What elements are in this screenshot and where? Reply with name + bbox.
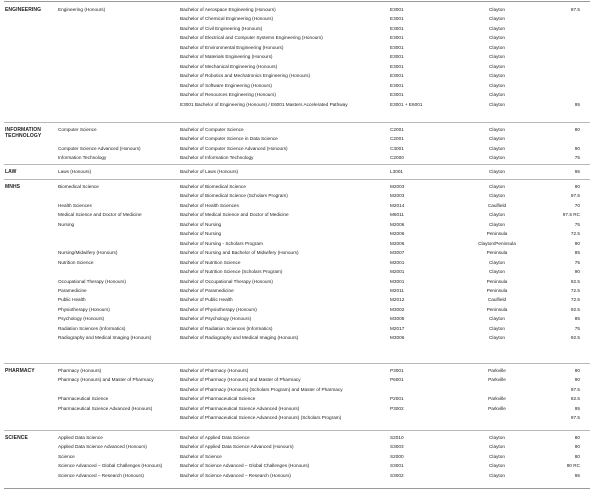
course-name-cell: Bachelor of Psychology (Honours) bbox=[180, 316, 252, 322]
table-row bbox=[0, 295, 594, 304]
table-row bbox=[0, 239, 594, 248]
atar-cell: 82.5 bbox=[570, 278, 580, 284]
atar-cell: 95 bbox=[574, 169, 580, 174]
campus-cell: Parkville bbox=[488, 396, 506, 402]
course-code-cell: M2006 bbox=[390, 221, 405, 227]
course-code-cell: M3007 bbox=[390, 250, 405, 256]
table-row bbox=[0, 182, 594, 191]
study-area-cell: Science bbox=[58, 453, 75, 459]
section-heading: SCIENCE bbox=[5, 435, 28, 441]
table-row bbox=[0, 81, 594, 90]
course-name-cell: Bachelor of Biomedical Science (Scholars Program) bbox=[180, 193, 288, 199]
campus-cell: Clayton bbox=[489, 325, 505, 331]
campus-cell: Clayton bbox=[489, 73, 505, 79]
study-area-cell: Radiography and Medical Imaging (Honours) bbox=[58, 335, 152, 341]
atar-cell: 92.5 bbox=[570, 335, 580, 341]
atar-cell: 90 bbox=[574, 184, 580, 189]
course-code-cell: M2001 bbox=[390, 269, 405, 275]
course-name-cell: Bachelor of Public Health bbox=[180, 297, 233, 303]
course-code-cell: E3001 bbox=[390, 63, 404, 69]
atar-cell: 95 bbox=[574, 472, 580, 478]
table-row bbox=[0, 375, 594, 384]
campus-cell: Clayton bbox=[489, 25, 505, 31]
course-name-cell: Bachelor of Science Advanced – Research (Honours) bbox=[180, 472, 291, 478]
table-row bbox=[0, 433, 594, 442]
course-code-cell: M6011 bbox=[390, 212, 404, 218]
course-name-cell: Bachelor of Nutrition Science (Scholars Program) bbox=[180, 269, 283, 275]
study-area-cell: Health Sciences bbox=[58, 202, 92, 208]
course-code-cell: E3001 bbox=[390, 82, 404, 88]
course-name-cell: Bachelor of Robotics and Mechatronics Engineering (Honours) bbox=[180, 73, 311, 79]
table-row bbox=[0, 153, 594, 162]
section-divider bbox=[4, 430, 590, 431]
table-row bbox=[0, 404, 594, 413]
table-row bbox=[0, 324, 594, 333]
course-name-cell: Bachelor of Radiation Sciences (Informatics) bbox=[180, 325, 273, 331]
table-row bbox=[0, 14, 594, 23]
campus-cell: Parkville bbox=[488, 377, 506, 383]
table-row bbox=[0, 71, 594, 80]
table-row bbox=[0, 333, 594, 342]
campus-cell: Clayton bbox=[489, 136, 505, 142]
course-code-cell: P3001 bbox=[390, 368, 404, 373]
study-area-cell: Science Advanced – Global Challenges (Honours) bbox=[58, 463, 163, 469]
table-row bbox=[0, 100, 594, 109]
course-code-cell: M2011 bbox=[390, 287, 404, 293]
course-code-cell: M3006 bbox=[390, 335, 405, 341]
table-row bbox=[0, 452, 594, 461]
course-code-cell: M3005 bbox=[390, 316, 405, 322]
atar-cell: 90 RC bbox=[566, 463, 580, 469]
study-area-cell: Radiation Sciences (Informatics) bbox=[58, 325, 126, 331]
table-row bbox=[0, 267, 594, 276]
study-area-cell: Engineering (Honours) bbox=[58, 7, 106, 12]
atar-cell: 97.5 RC bbox=[562, 212, 580, 218]
course-code-cell: M2014 bbox=[390, 202, 405, 208]
campus-cell: Clayton bbox=[489, 259, 505, 265]
atar-cell: 85 bbox=[574, 316, 580, 322]
course-name-cell: Bachelor of Environmental Engineering (Honours) bbox=[180, 44, 284, 50]
campus-cell: Clayton bbox=[489, 101, 505, 107]
table-row bbox=[0, 134, 594, 143]
campus-cell: Clayton bbox=[489, 212, 505, 218]
table-row bbox=[0, 286, 594, 295]
table-row bbox=[0, 394, 594, 403]
course-name-cell: Bachelor of Pharmaceutical Science bbox=[180, 396, 256, 402]
campus-cell: Clayton bbox=[489, 221, 505, 227]
study-area-cell: Laws (Honours) bbox=[58, 169, 92, 174]
campus-cell: Clayton bbox=[489, 35, 505, 41]
study-area-cell: Science Advanced – Research (Honours) bbox=[58, 472, 144, 478]
course-name-cell: Bachelor of Applied Data Science bbox=[180, 435, 250, 440]
course-name-cell: Bachelor of Software Engineering (Honours) bbox=[180, 82, 272, 88]
table-row bbox=[0, 461, 594, 470]
course-name-cell: Bachelor of Radiography and Medical Imaging (Honours) bbox=[180, 335, 299, 341]
course-name-cell: Bachelor of Physiotherapy (Honours) bbox=[180, 306, 257, 312]
course-name-cell: Bachelor of Aerospace Engineering (Honours) bbox=[180, 7, 276, 12]
campus-cell: Parkville bbox=[488, 405, 506, 411]
course-code-cell: M2017 bbox=[390, 325, 405, 331]
table-row bbox=[0, 385, 594, 394]
course-name-cell: Bachelor of Occupational Therapy (Honours) bbox=[180, 278, 273, 284]
course-code-cell: S2010 bbox=[390, 435, 404, 440]
course-code-cell: E3001 + E6001 bbox=[390, 101, 423, 107]
campus-cell: Clayton bbox=[489, 169, 505, 174]
course-code-cell: C2001 bbox=[390, 136, 404, 142]
campus-cell: Clayton bbox=[489, 463, 505, 469]
table-row bbox=[0, 24, 594, 33]
course-name-cell: Bachelor of Paramedicine bbox=[180, 287, 234, 293]
course-name-cell: Bachelor of Nursing bbox=[180, 231, 222, 237]
campus-cell: Clayton bbox=[489, 193, 505, 199]
campus-cell: Clayton bbox=[489, 472, 505, 478]
course-code-cell: L3001 bbox=[390, 169, 404, 174]
table-row bbox=[0, 191, 594, 200]
course-name-cell: Bachelor of Biomedical Science bbox=[180, 184, 246, 189]
study-area-cell: Occupational Therapy (Honours) bbox=[58, 278, 126, 284]
atar-cell: 75 bbox=[574, 259, 580, 265]
table-row bbox=[0, 220, 594, 229]
atar-cell: 90 bbox=[574, 368, 580, 373]
course-code-cell: S3003 bbox=[390, 444, 404, 450]
course-code-cell: E3001 bbox=[390, 54, 404, 60]
course-name-cell: Bachelor of Civil Engineering (Honours) bbox=[180, 25, 263, 31]
atar-cell: 72.5 bbox=[570, 231, 580, 237]
atar-cell: 75 bbox=[574, 221, 580, 227]
atar-cell: 85 bbox=[574, 250, 580, 256]
campus-cell: Parkville bbox=[488, 368, 506, 373]
section-heading: INFORMATION TECHNOLOGY bbox=[5, 127, 42, 139]
atar-cell: 97.5 bbox=[570, 386, 580, 392]
table-row bbox=[0, 366, 594, 375]
atar-cell: 82.5 bbox=[570, 396, 580, 402]
campus-cell: Clayton bbox=[489, 316, 505, 322]
study-area-cell: Nutrition Science bbox=[58, 259, 94, 265]
course-name-cell: Bachelor of Science Advanced – Global Challenges (Honours) bbox=[180, 463, 310, 469]
course-code-cell: E3001 bbox=[390, 7, 404, 12]
campus-cell: Caulfield bbox=[487, 202, 507, 208]
study-area-cell: Biomedical Science bbox=[58, 184, 99, 189]
table-row bbox=[0, 314, 594, 323]
campus-cell: Clayton bbox=[489, 335, 505, 341]
course-name-cell: Bachelor of Applied Data Science Advanced (Honours) bbox=[180, 444, 294, 450]
section-divider bbox=[4, 164, 590, 165]
course-code-cell: S2000 bbox=[390, 453, 404, 459]
atar-cell: 95 bbox=[574, 101, 580, 107]
course-code-cell: M2003 bbox=[390, 193, 405, 199]
study-area-cell: Computer Science bbox=[58, 127, 97, 132]
table-row bbox=[0, 144, 594, 153]
course-code-cell: E3001 bbox=[390, 73, 404, 79]
study-area-cell: Computer Science Advanced (Honours) bbox=[58, 145, 141, 151]
course-name-cell: Bachelor of Information Technology bbox=[180, 155, 254, 161]
course-code-cell: M3001 bbox=[390, 278, 405, 284]
course-code-cell: C3001 bbox=[390, 145, 404, 151]
study-area-cell: Pharmacy (Honours) and Master of Pharmacy bbox=[58, 377, 154, 383]
course-code-cell: S3001 bbox=[390, 463, 404, 469]
campus-cell: Clayton bbox=[489, 63, 505, 69]
section-divider bbox=[4, 122, 590, 123]
table-row bbox=[0, 33, 594, 42]
atar-cell: 80 bbox=[574, 435, 580, 440]
course-name-cell: Bachelor of Pharmaceutical Science Advanced (Honours) bbox=[180, 405, 300, 411]
top-divider bbox=[4, 1, 590, 2]
campus-cell: Peninsula bbox=[486, 231, 508, 237]
campus-cell: Clayton bbox=[489, 7, 505, 12]
section-divider bbox=[4, 363, 590, 364]
campus-cell: Clayton/Peninsula bbox=[478, 240, 516, 246]
course-code-cell: E3001 bbox=[390, 35, 404, 41]
course-name-cell: Bachelor of Materials Engineering (Honours) bbox=[180, 54, 273, 60]
study-area-cell: Pharmaceutical Science Advanced (Honours) bbox=[58, 405, 153, 411]
course-name-cell: E3001 Bachelor of Engineering (Honours) / E6001 Masters Accelerated Pathway bbox=[180, 101, 348, 107]
course-code-cell: P2001 bbox=[390, 396, 404, 402]
course-name-cell: Bachelor of Science bbox=[180, 453, 222, 459]
campus-cell: Peninsula bbox=[486, 287, 508, 293]
table-row bbox=[0, 5, 594, 14]
course-name-cell: Bachelor of Pharmacy (Honours) (Scholars Program) and Master of Pharmacy bbox=[180, 386, 343, 392]
course-code-cell: C2000 bbox=[390, 155, 404, 161]
campus-cell: Clayton bbox=[489, 269, 505, 275]
course-name-cell: Bachelor of Electrical and Computer Systems Engineering (Honours) bbox=[180, 35, 323, 41]
section-heading: LAW bbox=[5, 169, 17, 175]
course-name-cell: Bachelor of Nursing and Bachelor of Midwifery (Honours) bbox=[180, 250, 299, 256]
table-row bbox=[0, 277, 594, 286]
campus-cell: Clayton bbox=[489, 92, 505, 98]
table-row bbox=[0, 52, 594, 61]
table-row bbox=[0, 471, 594, 480]
study-area-cell: Public Health bbox=[58, 297, 86, 303]
campus-cell: Peninsula bbox=[486, 278, 508, 284]
campus-cell: Peninsula bbox=[486, 306, 508, 312]
campus-cell: Peninsula bbox=[486, 250, 508, 256]
atar-cell: 75 bbox=[574, 325, 580, 331]
study-area-cell: Applied Data Science bbox=[58, 435, 103, 440]
campus-cell: Clayton bbox=[489, 453, 505, 459]
study-area-cell: Physiotherapy (Honours) bbox=[58, 306, 110, 312]
table-row bbox=[0, 258, 594, 267]
campus-cell: Clayton bbox=[489, 155, 505, 161]
campus-cell: Clayton bbox=[489, 127, 505, 132]
campus-cell: Clayton bbox=[489, 444, 505, 450]
course-name-cell: Bachelor of Medical Science and Doctor of Medicine bbox=[180, 212, 289, 218]
study-area-cell: Applied Data Science Advanced (Honours) bbox=[58, 444, 147, 450]
atar-cell: 72.5 bbox=[570, 297, 580, 303]
study-area-cell: Medical Science and Doctor of Medicine bbox=[58, 212, 142, 218]
course-name-cell: Bachelor of Mechanical Engineering (Honours) bbox=[180, 63, 278, 69]
course-name-cell: Bachelor of Nursing - Scholars Program bbox=[180, 240, 263, 246]
course-name-cell: Bachelor of Nutrition Science bbox=[180, 259, 241, 265]
campus-cell: Clayton bbox=[489, 82, 505, 88]
campus-cell: Clayton bbox=[489, 54, 505, 60]
course-code-cell: E3001 bbox=[390, 44, 404, 50]
course-code-cell: P6001 bbox=[390, 377, 404, 383]
study-area-cell: Nursing/Midwifery (Honours) bbox=[58, 250, 118, 256]
course-code-cell: E3001 bbox=[390, 16, 404, 22]
atar-cell: 80 bbox=[574, 453, 580, 459]
table-row bbox=[0, 167, 594, 176]
atar-cell: 87.5 bbox=[570, 7, 580, 12]
study-area-cell: Pharmacy (Honours) bbox=[58, 368, 102, 373]
section-heading: ENGINEERING bbox=[5, 7, 42, 13]
course-code-cell: C2001 bbox=[390, 127, 404, 132]
atar-cell: 90 bbox=[574, 269, 580, 275]
study-area-cell: Psychology (Honours) bbox=[58, 316, 105, 322]
course-code-cell: M2001 bbox=[390, 259, 405, 265]
study-area-cell: Paramedicine bbox=[58, 287, 87, 293]
atar-cell: 75 bbox=[574, 155, 580, 161]
table-row bbox=[0, 305, 594, 314]
campus-cell: Clayton bbox=[489, 435, 505, 440]
campus-cell: Clayton bbox=[489, 44, 505, 50]
course-code-cell: M3002 bbox=[390, 306, 405, 312]
course-name-cell: Bachelor of Health Sciences bbox=[180, 202, 239, 208]
course-name-cell: Bachelor of Chemical Engineering (Honours) bbox=[180, 16, 274, 22]
atar-cell: 97.5 bbox=[570, 193, 580, 199]
campus-cell: Clayton bbox=[489, 184, 505, 189]
course-name-cell: Bachelor of Computer Science in Data Science bbox=[180, 136, 278, 142]
course-code-cell: M2006 bbox=[390, 240, 405, 246]
study-area-cell: Pharmaceutical Science bbox=[58, 396, 109, 402]
section-heading: PHARMACY bbox=[5, 368, 35, 374]
table-row bbox=[0, 229, 594, 238]
atar-cell: 72.5 bbox=[570, 287, 580, 293]
course-code-cell: M2006 bbox=[390, 231, 405, 237]
table-row bbox=[0, 125, 594, 134]
atar-cell: 90 bbox=[574, 145, 580, 151]
course-name-cell: Bachelor of Laws (Honours) bbox=[180, 169, 239, 174]
course-name-cell: Bachelor of Pharmaceutical Science Advanced (Honours) (Scholars Program) bbox=[180, 415, 342, 421]
course-name-cell: Bachelor of Resources Engineering (Honours) bbox=[180, 92, 276, 98]
course-code-cell: M2003 bbox=[390, 184, 405, 189]
course-name-cell: Bachelor of Pharmacy (Honours) bbox=[180, 368, 249, 373]
course-name-cell: Bachelor of Nursing bbox=[180, 221, 222, 227]
course-code-cell: P3002 bbox=[390, 405, 404, 411]
section-heading: MNHS bbox=[5, 184, 21, 190]
course-code-cell: M2012 bbox=[390, 297, 405, 303]
atar-cell: 90 bbox=[574, 240, 580, 246]
course-name-cell: Bachelor of Computer Science Advanced (Honours) bbox=[180, 145, 288, 151]
study-area-cell: Nursing bbox=[58, 221, 75, 227]
atar-cell: 97.5 bbox=[570, 415, 580, 421]
table-row bbox=[0, 442, 594, 451]
table-row bbox=[0, 62, 594, 71]
atar-cell: 92.5 bbox=[570, 306, 580, 312]
table-row bbox=[0, 43, 594, 52]
campus-cell: Clayton bbox=[489, 16, 505, 22]
atar-cell: 90 bbox=[574, 444, 580, 450]
atar-cell: 90 bbox=[574, 377, 580, 383]
atar-cell: 95 bbox=[574, 405, 580, 411]
course-name-cell: Bachelor of Computer Science bbox=[180, 127, 244, 132]
course-code-cell: E3001 bbox=[390, 92, 404, 98]
table-row bbox=[0, 201, 594, 210]
course-code-cell: S3002 bbox=[390, 472, 404, 478]
table-row bbox=[0, 90, 594, 99]
table-row bbox=[0, 210, 594, 219]
bottom-divider bbox=[4, 488, 590, 489]
table-row bbox=[0, 413, 594, 422]
atar-cell: 70 bbox=[574, 202, 580, 208]
table-row bbox=[0, 248, 594, 257]
section-divider bbox=[4, 179, 590, 180]
atar-cell: 80 bbox=[574, 127, 580, 132]
study-area-cell: Information Technology bbox=[58, 155, 107, 161]
course-name-cell: Bachelor of Pharmacy (Honours) and Master of Pharmacy bbox=[180, 377, 301, 383]
campus-cell: Clayton bbox=[489, 145, 505, 151]
course-code-cell: E3001 bbox=[390, 25, 404, 31]
campus-cell: Caulfield bbox=[487, 297, 507, 303]
